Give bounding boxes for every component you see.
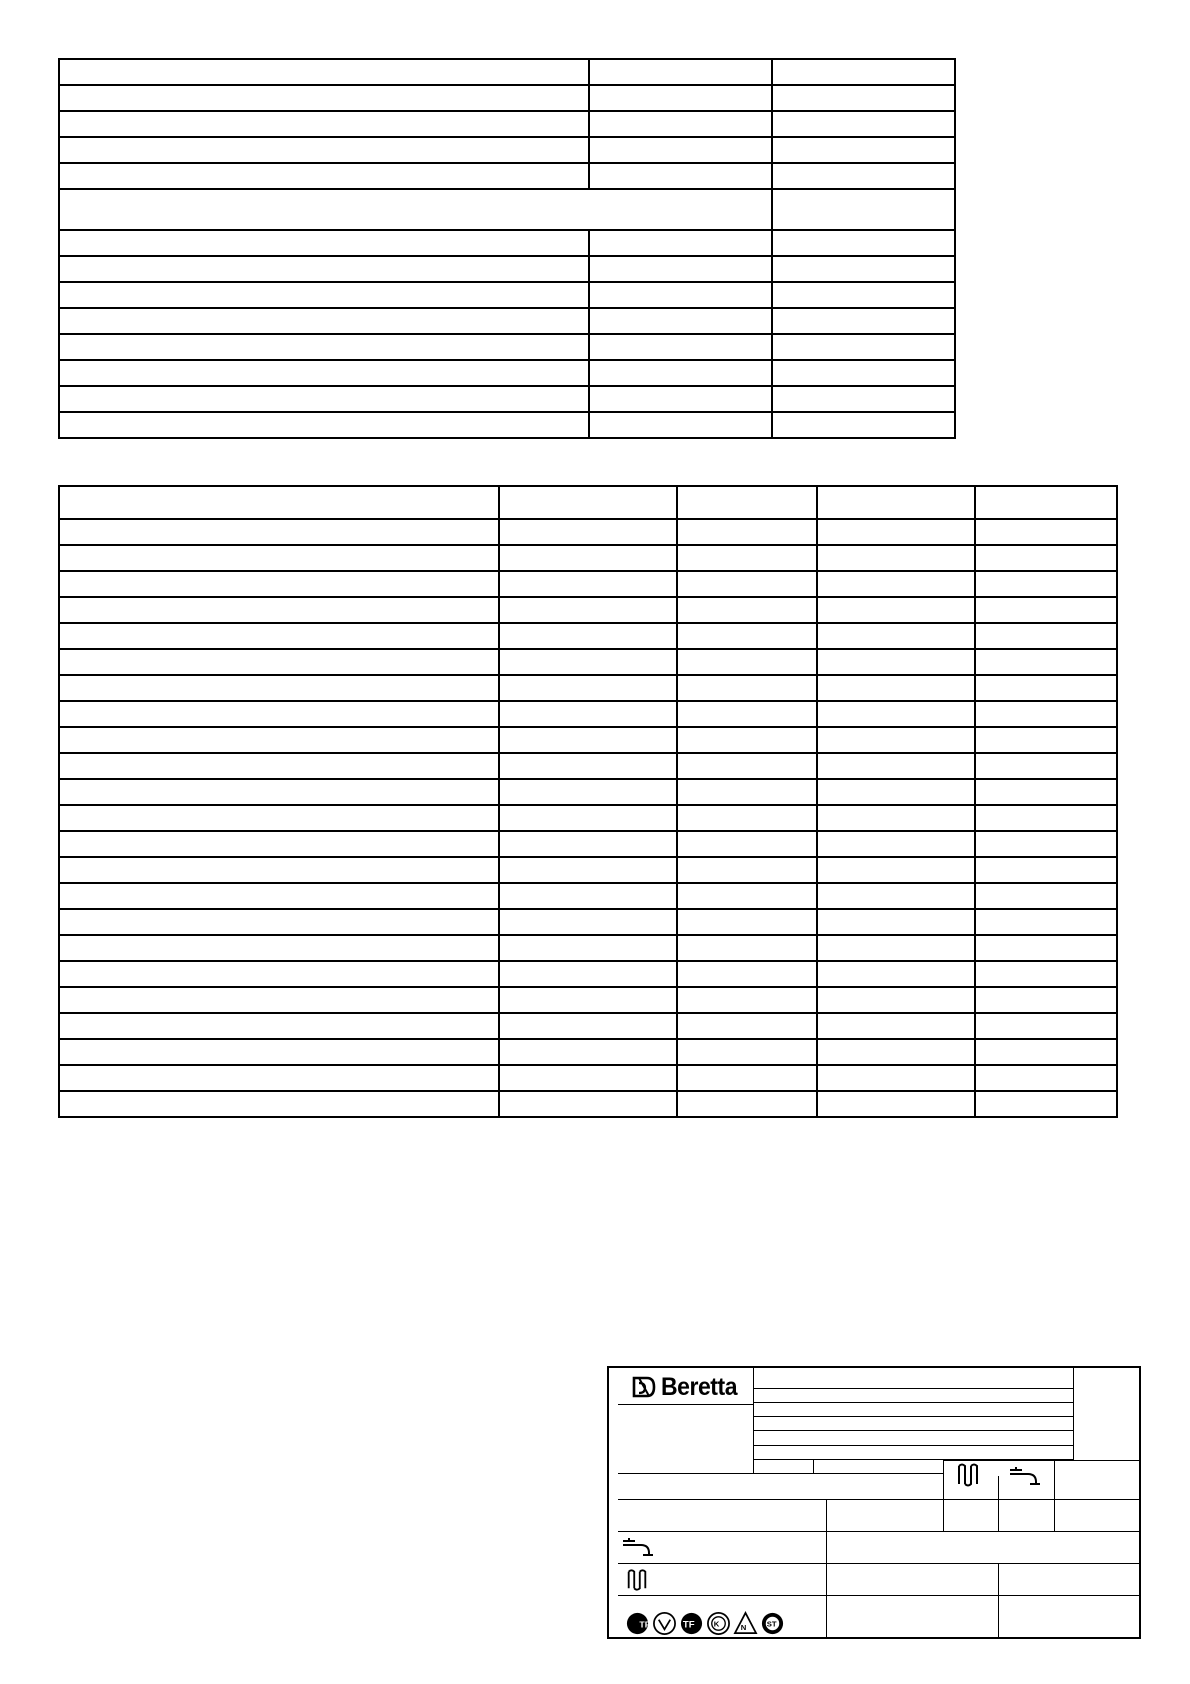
table-row xyxy=(59,779,1117,805)
eac-mark-icon xyxy=(625,1611,650,1636)
table-row xyxy=(59,111,955,137)
kz-mark-icon xyxy=(706,1611,731,1636)
svg-text:K: K xyxy=(713,1619,720,1629)
table-row xyxy=(59,935,1117,961)
technical-data-table-1 xyxy=(58,58,956,439)
tap-hot-water-icon xyxy=(621,1535,655,1557)
beretta-logo-icon xyxy=(631,1374,657,1400)
table-row xyxy=(59,1013,1117,1039)
table-row xyxy=(59,256,955,282)
table-header-row xyxy=(59,486,1117,519)
brand-name: Beretta xyxy=(661,1372,738,1401)
table-row xyxy=(59,727,1117,753)
table-row xyxy=(59,857,1117,883)
table-row xyxy=(59,189,955,230)
svg-text:TF: TF xyxy=(682,1619,695,1631)
radiator-heating-icon xyxy=(625,1567,649,1593)
st-mark-icon xyxy=(760,1611,785,1636)
table-row xyxy=(59,1039,1117,1065)
table-row xyxy=(59,1065,1117,1091)
table-row xyxy=(59,412,955,438)
table-row xyxy=(59,59,955,85)
table-row xyxy=(59,701,1117,727)
ukrsepro-mark-icon xyxy=(652,1611,677,1636)
boiler-nameplate xyxy=(607,1366,1141,1639)
certification-marks xyxy=(625,1611,785,1636)
table-row xyxy=(59,987,1117,1013)
brand-logo xyxy=(631,1372,744,1402)
table-row xyxy=(59,805,1117,831)
table-row xyxy=(59,360,955,386)
table-row xyxy=(59,85,955,111)
table-row xyxy=(59,623,1117,649)
table-row xyxy=(59,282,955,308)
table-row xyxy=(59,753,1117,779)
table-row xyxy=(59,597,1117,623)
table-row xyxy=(59,571,1117,597)
radiator-heating-icon xyxy=(955,1462,981,1488)
table-row xyxy=(59,519,1117,545)
table-row xyxy=(59,308,955,334)
table-row xyxy=(59,545,1117,571)
conformity-triangle-icon xyxy=(733,1611,758,1636)
technical-data-table-2 xyxy=(58,485,1118,1118)
svg-text:TF: TF xyxy=(639,1619,650,1630)
table-row xyxy=(59,675,1117,701)
table-row xyxy=(59,163,955,189)
table-row xyxy=(59,386,955,412)
table-row xyxy=(59,831,1117,857)
svg-text:ST: ST xyxy=(766,1619,777,1629)
table-row xyxy=(59,334,955,360)
table-row xyxy=(59,961,1117,987)
table-row xyxy=(59,883,1117,909)
table-row xyxy=(59,137,955,163)
tap-hot-water-icon xyxy=(1008,1464,1042,1486)
table-row xyxy=(59,230,955,256)
eac-tr-mark-icon xyxy=(679,1611,704,1636)
table-row xyxy=(59,909,1117,935)
table-row xyxy=(59,649,1117,675)
svg-text:N: N xyxy=(740,1623,747,1633)
table-row xyxy=(59,1091,1117,1117)
